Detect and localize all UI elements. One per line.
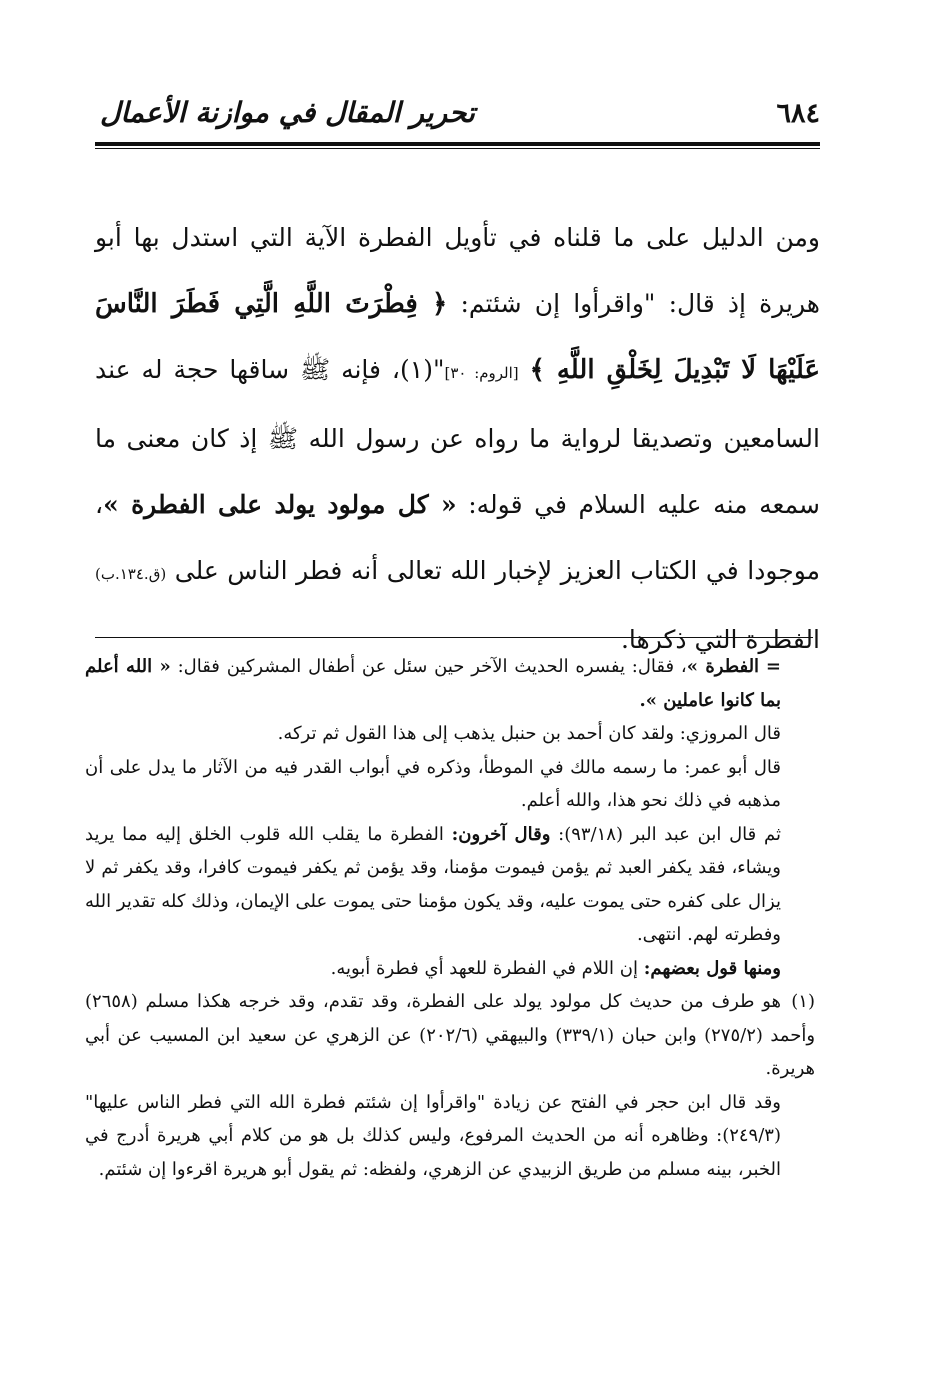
main-sentence-3: ، موجودا في الكتاب العزيز لإخبار الله تعالى أنه فطر الناس على: [95, 490, 820, 585]
note-hadith: « الله أعلم بما كانوا عاملين ».: [85, 656, 781, 711]
note-lam-text: إن اللام في الفطرة للعهد أي فطرة أبويه.: [330, 957, 638, 979]
note-citation: ثم قال ابن عبد البر (٩٣/١٨):: [558, 823, 781, 845]
footnote-rule: [95, 637, 813, 638]
note-lam-label: ومنها قول بعضهم:: [643, 957, 781, 979]
running-title: تحرير المقال في موازنة الأعمال: [100, 96, 475, 129]
note-others-text: الفطرة ما يقلب الله قلوب الخلق إليه مما يريد ويشاء، فقد يكفر العبد ثم يؤمن فيموت مؤمنا، وقد يؤمن ثم يكفر فيموت كافرا، وقد يكفر ثم لا يزال على كفره حتى يموت عليه، وقد يكون مؤمنا حتى يموت على الإيمان، وذلك كله تقدير الله وفطرته لهم. انتهى.: [85, 823, 781, 945]
footnote-1-ibn-hajar: وقد قال ابن حجر في الفتح عن زيادة "واقرأوا إن شئتم فطرة الله التي فطر الناس عليها" (٢٤٩/٣): وظاهره أنه من الحديث المرفوع، وليس كذلك بل هو من كلام أبي هريرة أدرج في الخبر، بينه مسلم من طريق الزبيدي عن الزهري، ولفظه: ثم يقول أبو هريرة اقرءوا إن شئتم.: [85, 1091, 781, 1180]
note-ibn-abd-al-barr: [85, 818, 815, 952]
note-lam: [85, 952, 815, 986]
page-number: ٦٨٤: [776, 98, 820, 129]
page-header: [95, 94, 820, 138]
main-text: [95, 205, 820, 673]
main-sentence-4: الفطرة التي ذكرها.: [620, 625, 820, 654]
note-marwazi: قال المروزي: ولقد كان أحمد بن حنبل يذهب إلى هذا القول ثم تركه.: [277, 723, 781, 744]
note-abu-umar: قال أبو عمر: ما رسمه مالك في الموطأ، وذكره في أبواب القدر فيه من الآثار ما يدل على أن مذهبه في ذلك نحو هذا، والله أعلم.: [85, 756, 781, 811]
main-sentence-2: "(١)، فإنه ﷺ ساقها حجة له عند السامعين وتصديقا لرواية ما رواه عن رسول الله ﷺ إذ كان معنى ما سمعه منه عليه السلام في قوله:: [95, 355, 821, 519]
hadith-quote: « كل مولود يولد على الفطرة »: [103, 490, 457, 519]
note-continuation-mark: =: [765, 656, 781, 677]
footnote-1-text: هو طرف من حديث كل مولود يولد على الفطرة، وقد تقدم، وقد خرجه هكذا مسلم (٢٦٥٨) وأحمد (٢٧٥/٢) وابن حبان (٣٣٩/١) والبيهقي (٢٠٢/٦) عن الزهري عن سعيد ابن المسيب عن أبي هريرة.: [85, 991, 816, 1079]
note-text: ، فقال: يفسره الحديث الآخر حين سئل عن أطفال المشركين فقال:: [177, 656, 687, 677]
main-paragraph: [95, 205, 820, 673]
manuscript-reference: (ق.١٣٤.ب): [95, 565, 167, 583]
footnote-1: [85, 985, 815, 1086]
note-continuation: [85, 650, 815, 717]
note-others-label: وقال آخرون:: [451, 823, 551, 845]
footnote-number: (١): [791, 991, 815, 1012]
header-rule: [95, 142, 820, 146]
quran-verse: ﴿ فِطْرَتَ اللَّهِ الَّتِي فَطَرَ النَّاسَ عَلَيْهَا لَا تَبْدِيلَ لِخَلْقِ اللَّهِ ﴾: [95, 289, 821, 385]
footnotes: [85, 650, 815, 1186]
note-term: الفطرة »: [686, 656, 760, 677]
header-rule-thin: [95, 148, 820, 149]
main-sentence-1: ومن الدليل على ما قلناه في تأويل الفطرة الآية التي استدل بها أبو هريرة إذ قال: "واقرأوا إن شئتم:: [95, 223, 820, 318]
verse-reference: [الروم: ٣٠]: [444, 364, 519, 382]
